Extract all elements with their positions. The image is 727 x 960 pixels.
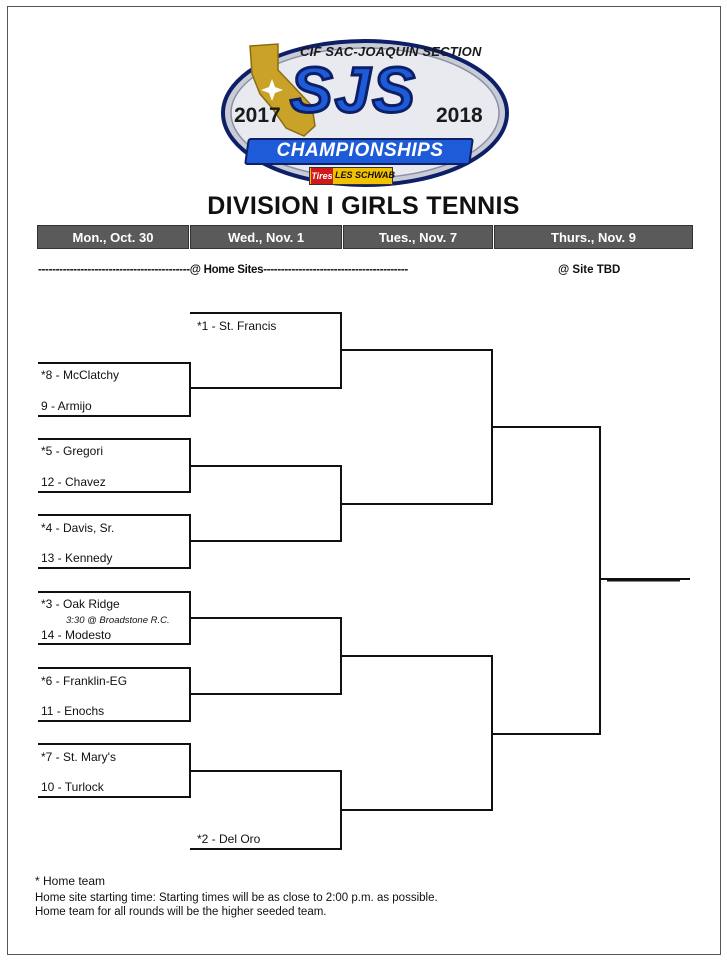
round-header-4: Thurs., Nov. 9 [494,225,693,249]
site-tbd-label: @ Site TBD [558,264,621,276]
team-slot-6: 13 - Kennedy [41,551,113,565]
sponsor-mark: Tires [311,168,333,184]
footer-higher-seed: Home team for all rounds will be the higher seeded team. [35,906,327,918]
team-slot-9: *6 - Franklin-EG [41,674,128,688]
page-title: DIVISION I GIRLS TENNIS [207,192,520,220]
team-slot-10: 11 - Enochs [41,704,105,718]
logo-championships-text: CHAMPIONSHIPS [276,140,444,161]
logo-section-name: CIF SAC-JOAQUIN SECTION [300,44,482,59]
sponsor-name: LES SCHWAB [335,170,396,180]
team-slot-5: *4 - Davis, Sr. [41,521,115,535]
team-slot-2: 9 - Armijo [41,399,92,413]
home-sites-label: -------------------------------------------@ Home Sites----------------------------------------- [38,264,408,276]
footer-start-time: Home site starting time: Starting times will be as close to 2:00 p.m. as possible. [35,892,438,904]
team-slot-8: 14 - Modesto [41,628,112,642]
round-header-3: Tues., Nov. 7 [343,225,493,249]
footer-home-team: * Home team [35,874,106,888]
round-header-2: Wed., Nov. 1 [190,225,342,249]
logo-year-right: 2018 [436,104,483,127]
team-slot-12: 10 - Turlock [41,780,104,794]
team-slot-3: *5 - Gregori [41,444,104,458]
logo-sjs-letters: SJS [290,54,417,126]
match-note: 3:30 @ Broadstone R.C. [66,615,170,626]
round-header-1: Mon., Oct. 30 [37,225,189,249]
team-slot-1: *8 - McClatchy [41,368,120,382]
logo-year-left: 2017 [234,104,281,127]
bye-team-bottom: *2 - Del Oro [197,832,261,846]
team-slot-4: 12 - Chavez [41,475,106,489]
team-slot-7: *3 - Oak Ridge [41,597,120,611]
team-slot-11: *7 - St. Mary's [41,750,116,764]
bye-team-top: *1 - St. Francis [197,319,277,333]
